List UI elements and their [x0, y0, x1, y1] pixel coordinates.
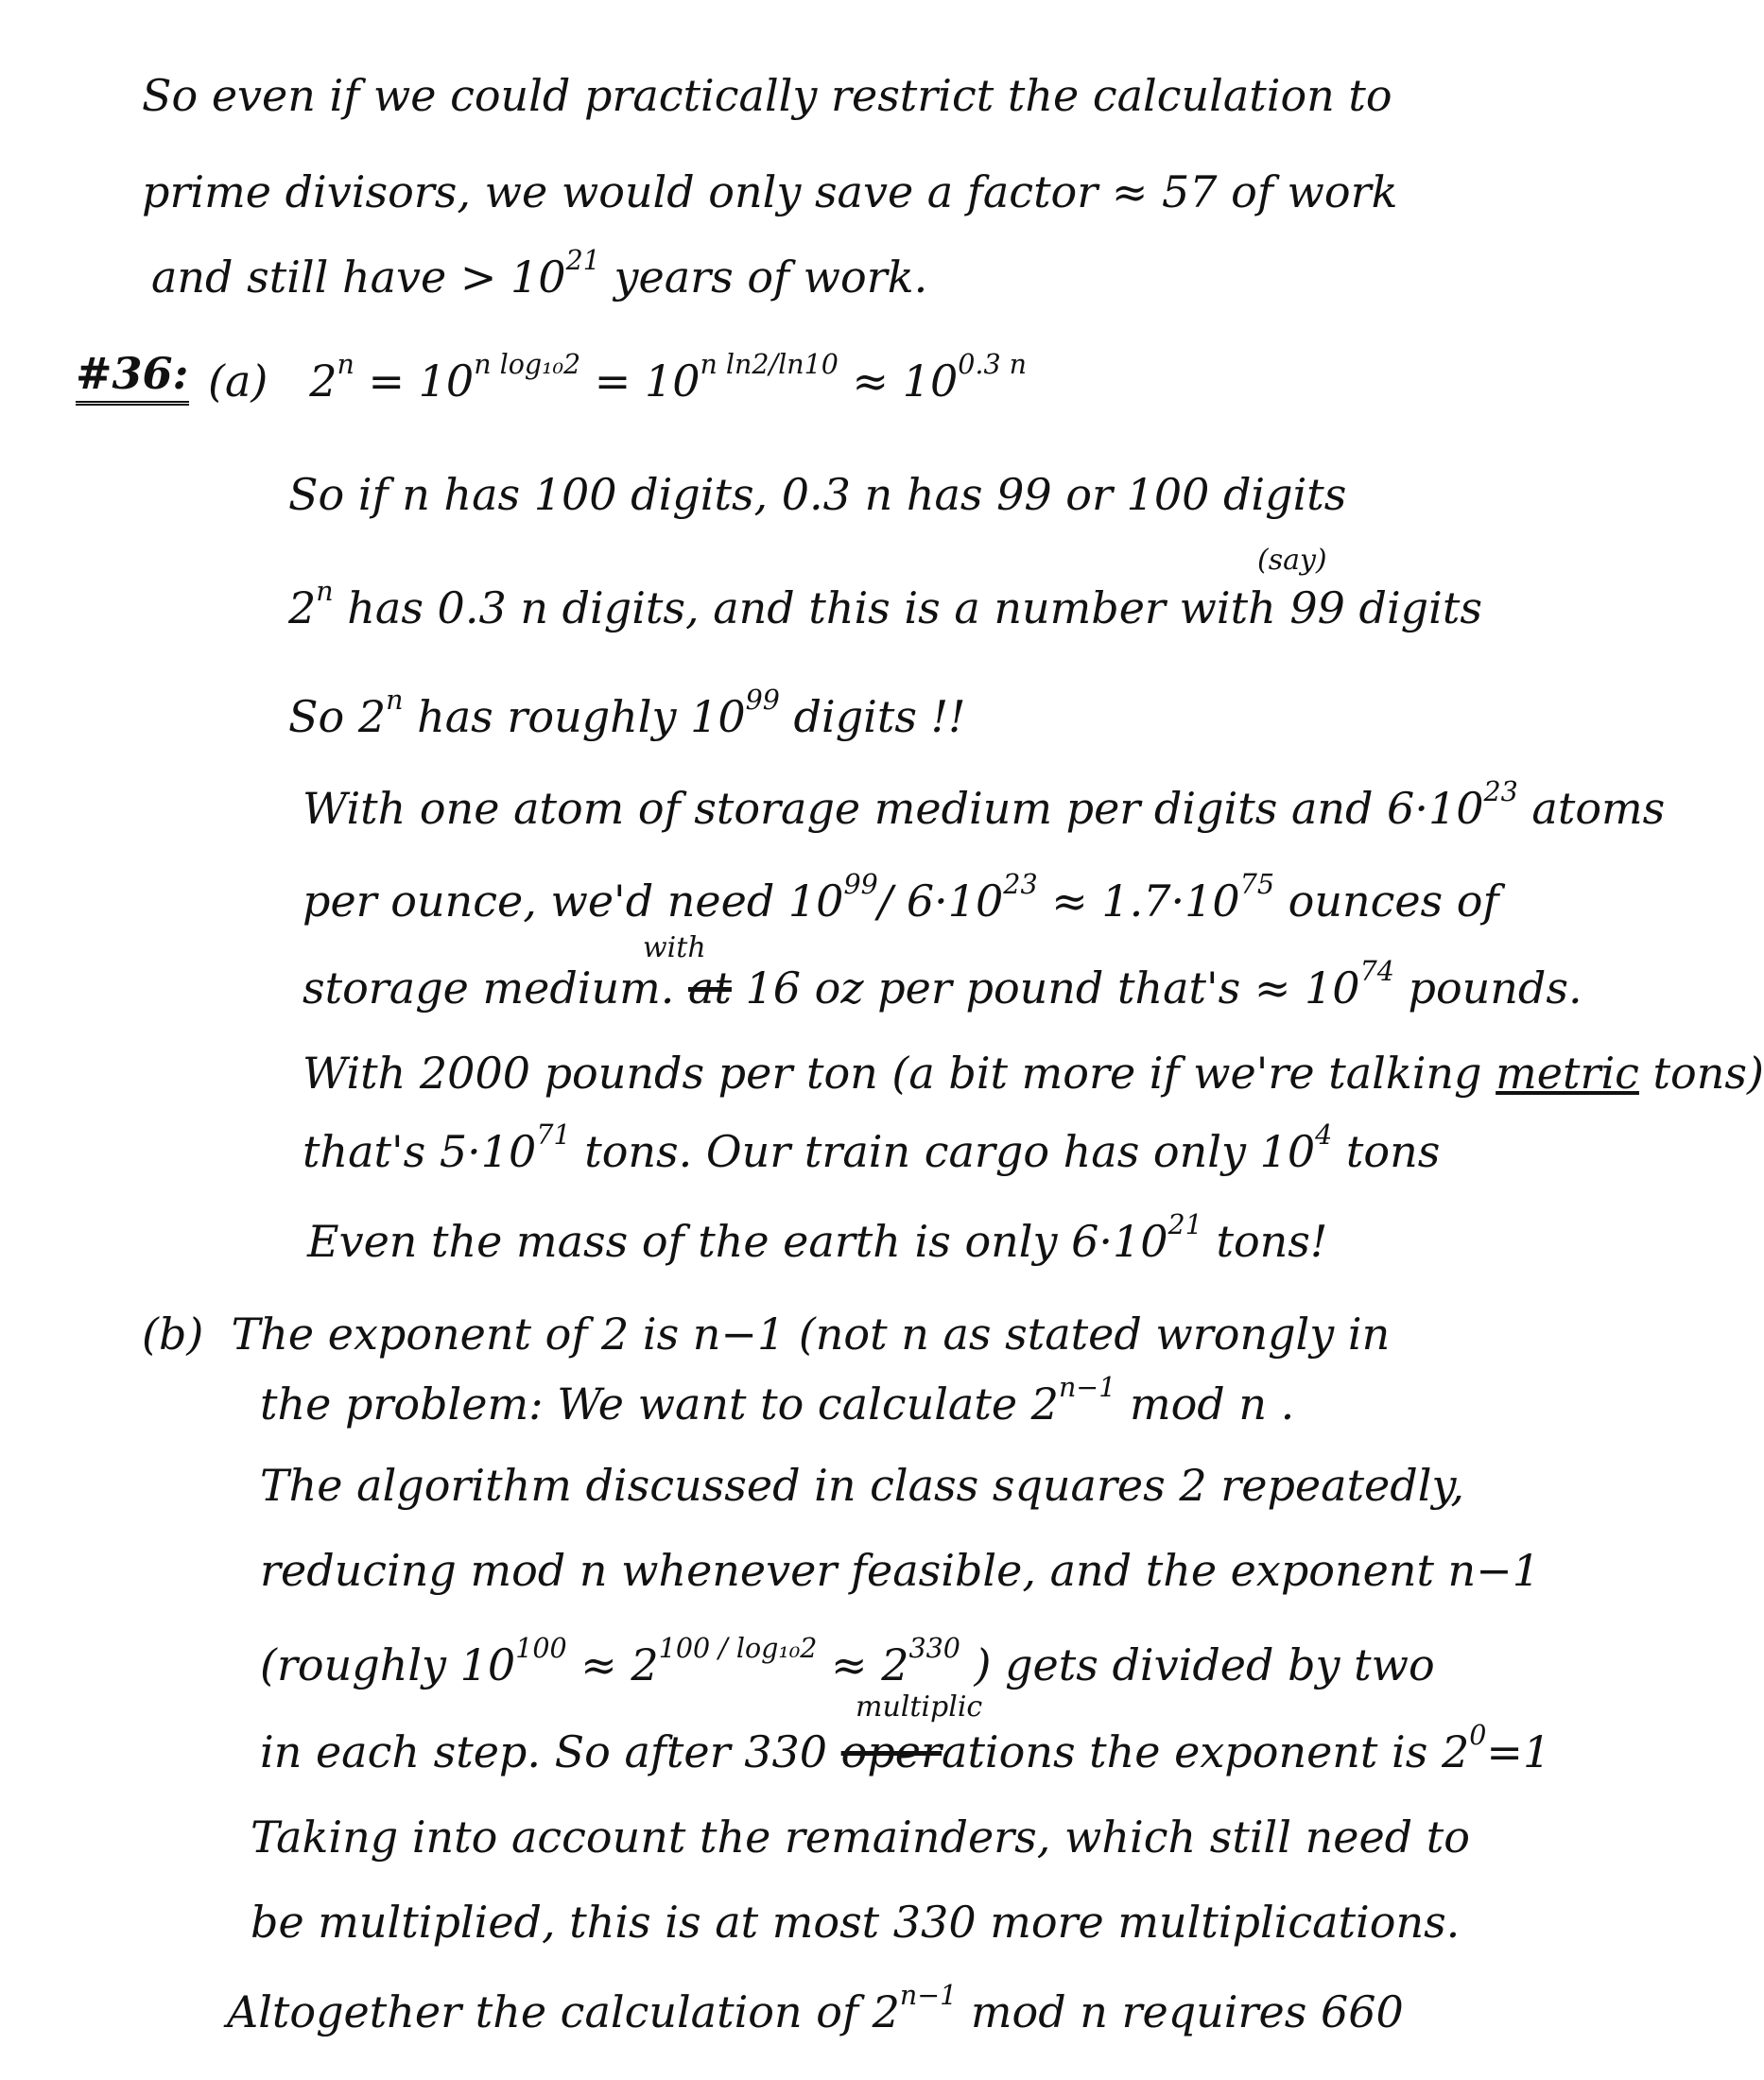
part-a-line-8: With 2000 pounds per ton (a bit more if we're talking metric tons) [303, 1048, 1764, 1099]
intro-line-2: prime divisors, we would only save a factor ≈ 57 of work [142, 166, 1398, 217]
part-a-label: (a) [208, 355, 268, 407]
part-b-line-5: (roughly $10^{100} \approx 2^{100 / log_{10}2} \approx 2^{330}$ ) gets divided by two [260, 1632, 1435, 1690]
part-a-line-2: So if n has 100 digits, 0.3 n has 99 or 100 digits [288, 469, 1347, 520]
part-b-line-7: Taking into account the remainders, which still need to [251, 1811, 1470, 1863]
intro-line-1: So even if we could practically restrict the calculation to [142, 70, 1392, 121]
part-b-line-9: Altogether the calculation of $2^{n-1}$ mod n requires 660 [227, 1979, 1404, 2037]
part-a-line-4: So 2$^n$ has roughly $10^{99}$ digits !! [288, 684, 966, 742]
with-annotation: with [643, 931, 706, 964]
part-b-line-1: (b) The exponent of 2 is n−1 (not n as stated wrongly in [142, 1309, 1391, 1360]
part-a-line-3: 2$^n$ has 0.3 n digits, and this is a number with 99 digits [288, 575, 1482, 633]
part-a-line-5: With one atom of storage medium per digits and $6\cdot 10^{23}$ atoms [303, 775, 1666, 834]
part-a-line-7: storage medium. at 16 oz per pound that's ≈ $10^{74}$ pounds. [303, 955, 1582, 1014]
part-b-label: (b) [142, 1309, 204, 1360]
intro-line-3: and still have > $10^{21}$ years of work. [151, 244, 928, 303]
problem-label: #36: [76, 352, 189, 395]
part-b-line-4: reducing mod n whenever feasible, and the exponent n−1 [260, 1545, 1540, 1596]
say-annotation: (say) [1257, 544, 1327, 577]
part-b-line-3: The algorithm discussed in class squares 2 repeatedly, [260, 1460, 1464, 1511]
part-b-line-2: the problem: We want to calculate $2^{n-1}$ mod n . [260, 1371, 1295, 1430]
part-a-line-9: that's $5\cdot 10^{71}$ tons. Our train cargo has only $10^4$ tons [303, 1118, 1441, 1177]
part-a-line-10: Even the mass of the earth is only $6\cdot 10^{21}$ tons! [307, 1208, 1328, 1267]
part-b-line-6: in each step. So after 330 operations the exponent is $2^0=1$ [260, 1719, 1551, 1777]
multiplic-annotation: multiplic [856, 1690, 983, 1724]
part-b-line-8: be multiplied, this is at most 330 more multiplications. [251, 1897, 1461, 1948]
part-a-equation: (a) $2^n = 10^{n log_{10}2} = 10^{n ln2/ln10} \approx 10^{0.3 n}$ [208, 348, 1028, 407]
part-a-line-6: per ounce, we'd need $10^{99}/$ $6\cdot 10^{23} \approx 1.7\cdot 10^{75}$ ounces of [303, 868, 1499, 927]
